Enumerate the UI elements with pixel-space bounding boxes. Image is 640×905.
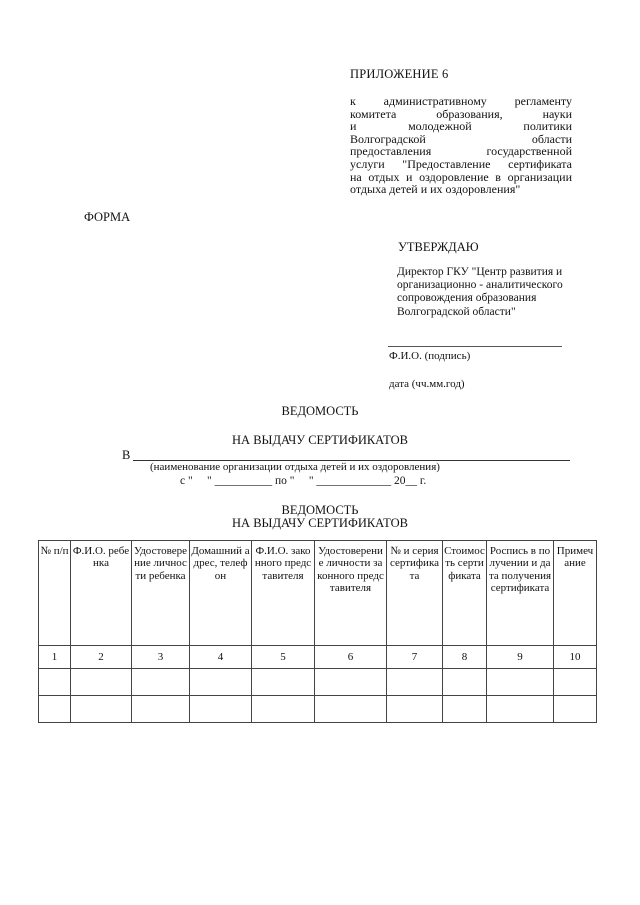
appendix-line: услуги "Предоставление сертификата [350,156,572,171]
table-cell [387,669,443,696]
certificates-table [38,540,597,723]
appendix-text [350,95,572,196]
date-caption: дата (чч.мм.год) [389,378,465,390]
table-cell [487,669,554,696]
table-cell [315,669,387,696]
column-header: Удостоверение личности ребенка [132,541,190,646]
column-header: № п/п [39,541,71,646]
column-header: Домашний адрес, телефон [190,541,252,646]
table-row [39,669,597,696]
table-cell [554,669,597,696]
appendix-line: на отдых и оздоровление в организации [350,169,572,184]
column-header: Ф.И.О. ребенка [71,541,132,646]
table-cell [443,696,487,723]
column-number-row [39,646,597,669]
table-cell [190,696,252,723]
appendix-line: комитета образования, науки [350,106,572,121]
appendix-line: Волгоградской области [350,131,572,146]
appendix-title: ПРИЛОЖЕНИЕ 6 [350,67,449,81]
table-cell [39,669,71,696]
approval-title: УТВЕРЖДАЮ [398,240,479,254]
column-number: 2 [71,646,132,669]
table-cell [387,696,443,723]
table-subtitle: НА ВЫДАЧУ СЕРТИФИКАТОВ [232,516,408,530]
form-label: ФОРМА [84,210,131,224]
table-cell [315,696,387,723]
column-number: 8 [443,646,487,669]
table-cell [71,669,132,696]
table-header-row [39,541,597,646]
organization-prefix: В [122,448,131,462]
appendix-line: отдыха детей и их оздоровления" [350,182,521,197]
column-header: Удостоверение личности законного представителя [315,541,387,646]
table-cell [132,669,190,696]
table-cell [252,696,315,723]
column-number: 1 [39,646,71,669]
column-number: 5 [252,646,315,669]
column-header: Примечание [554,541,597,646]
table-cell [132,696,190,723]
signature-line [388,346,562,347]
appendix-line: к административному регламенту [350,94,572,108]
table-cell [71,696,132,723]
column-header: Стоимость сертификата [443,541,487,646]
appendix-line: и молодежной политики [350,119,572,134]
column-number: 4 [190,646,252,669]
column-header: № и серия сертификата [387,541,443,646]
period-row: с " " __________ по " " _____________ 20__ г. [180,475,427,487]
appendix-line: предоставления государственной [350,144,572,159]
signature-caption: Ф.И.О. (подпись) [389,350,471,362]
document-title: ВЕДОМОСТЬ [281,404,359,418]
approval-text: Директор ГКУ "Центр развития и организационно - аналитического сопровождения образования Волгоградской области" [397,266,563,318]
column-number: 6 [315,646,387,669]
column-number: 3 [132,646,190,669]
table-cell [554,696,597,723]
column-header: Ф.И.О. законного представителя [252,541,315,646]
table-cell [39,696,71,723]
document-subtitle: НА ВЫДАЧУ СЕРТИФИКАТОВ [232,433,408,447]
table-cell [252,669,315,696]
column-number: 7 [387,646,443,669]
column-header: Роспись в получении и дата получения сертификата [487,541,554,646]
table-row [39,696,597,723]
table-title: ВЕДОМОСТЬ [281,503,359,517]
table-cell [487,696,554,723]
table-cell [443,669,487,696]
organization-caption: (наименование организации отдыха детей и их оздоровления) [150,461,440,473]
column-number: 10 [554,646,597,669]
table-cell [190,669,252,696]
column-number: 9 [487,646,554,669]
